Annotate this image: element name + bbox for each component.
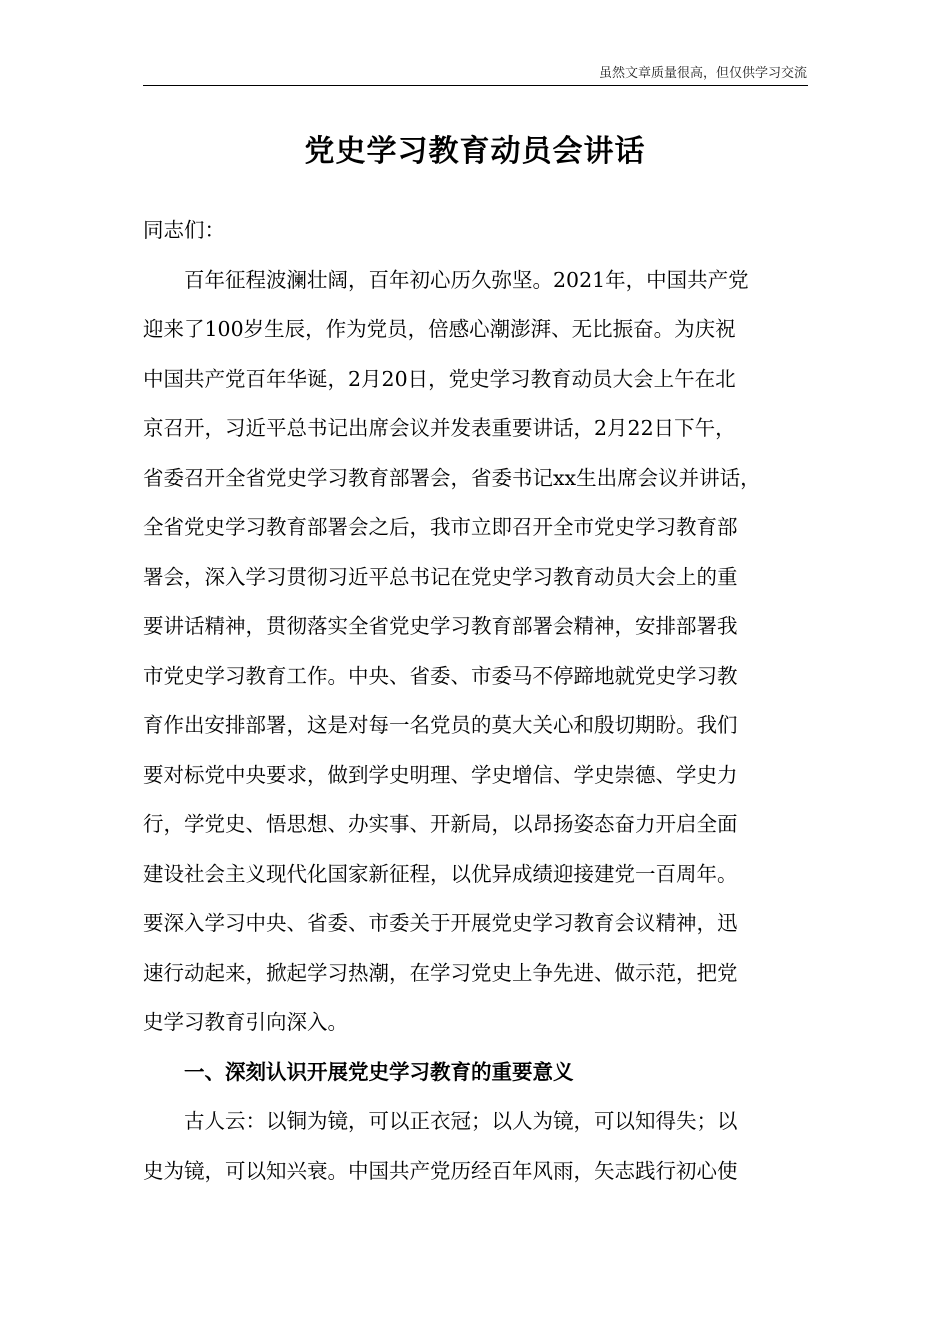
paragraph-line: 要深入学习中央、省委、市委关于开展党史学习教育会议精神，迅 xyxy=(143,911,738,935)
paragraph-line: 迎来了100岁生辰，作为党员，倍感心潮澎湃、无比振奋。为庆祝 xyxy=(143,317,736,341)
paragraph-line: 史为镜，可以知兴衰。中国共产党历经百年风雨，矢志践行初心使 xyxy=(143,1158,738,1183)
paragraph-line: 百年征程波澜壮阔，百年初心历久弥坚。2021年，中国共产党 xyxy=(184,267,749,292)
paragraph-line: 市党史学习教育工作。中央、省委、市委马不停蹄地就党史学习教 xyxy=(143,663,738,688)
paragraph-line: 史学习教育引向深入。 xyxy=(143,1010,348,1034)
salutation: 同志们： xyxy=(143,218,225,242)
paragraph-line: 速行动起来，掀起学习热潮，在学习党史上争先进、做示范，把党 xyxy=(143,960,738,985)
paragraph-line: 育作出安排部署，这是对每一名党员的莫大关心和殷切期盼。我们 xyxy=(143,713,738,737)
paragraph-line: 要对标党中央要求，做到学史明理、学史增信、学史崇德、学史力 xyxy=(143,762,738,787)
header-note: 虽然文章质量很高，但仅供学习交流 xyxy=(598,66,807,81)
section-heading: 一、深刻认识开展党史学习教育的重要意义 xyxy=(184,1059,574,1084)
paragraph-line: 中国共产党百年华诞，2月20日，党史学习教育动员大会上午在北 xyxy=(143,366,736,391)
header-divider xyxy=(143,85,808,86)
paragraph-line: 全省党史学习教育部署会之后，我市立即召开全市党史学习教育部 xyxy=(143,515,738,539)
paragraph-line: 署会，深入学习贯彻习近平总书记在党史学习教育动员大会上的重 xyxy=(143,564,738,589)
paragraph-line: 省委召开全省党史学习教育部署会，省委书记xx生出席会议并讲话， xyxy=(143,465,761,490)
document-title: 党史学习教育动员会讲话 xyxy=(304,134,646,169)
paragraph-line: 要讲话精神，贯彻落实全省党史学习教育部署会精神，安排部署我 xyxy=(143,614,738,638)
paragraph-line: 古人云：以铜为镜，可以正衣冠；以人为镜，可以知得失；以 xyxy=(184,1109,738,1133)
paragraph-line: 行，学党史、悟思想、办实事、开新局，以昂扬姿态奋力开启全面 xyxy=(143,812,738,836)
paragraph-line: 京召开，习近平总书记出席会议并发表重要讲话，2月22日下午， xyxy=(143,416,736,440)
document-body xyxy=(143,206,823,1196)
paragraph-line: 建设社会主义现代化国家新征程，以优异成绩迎接建党一百周年。 xyxy=(143,861,738,886)
